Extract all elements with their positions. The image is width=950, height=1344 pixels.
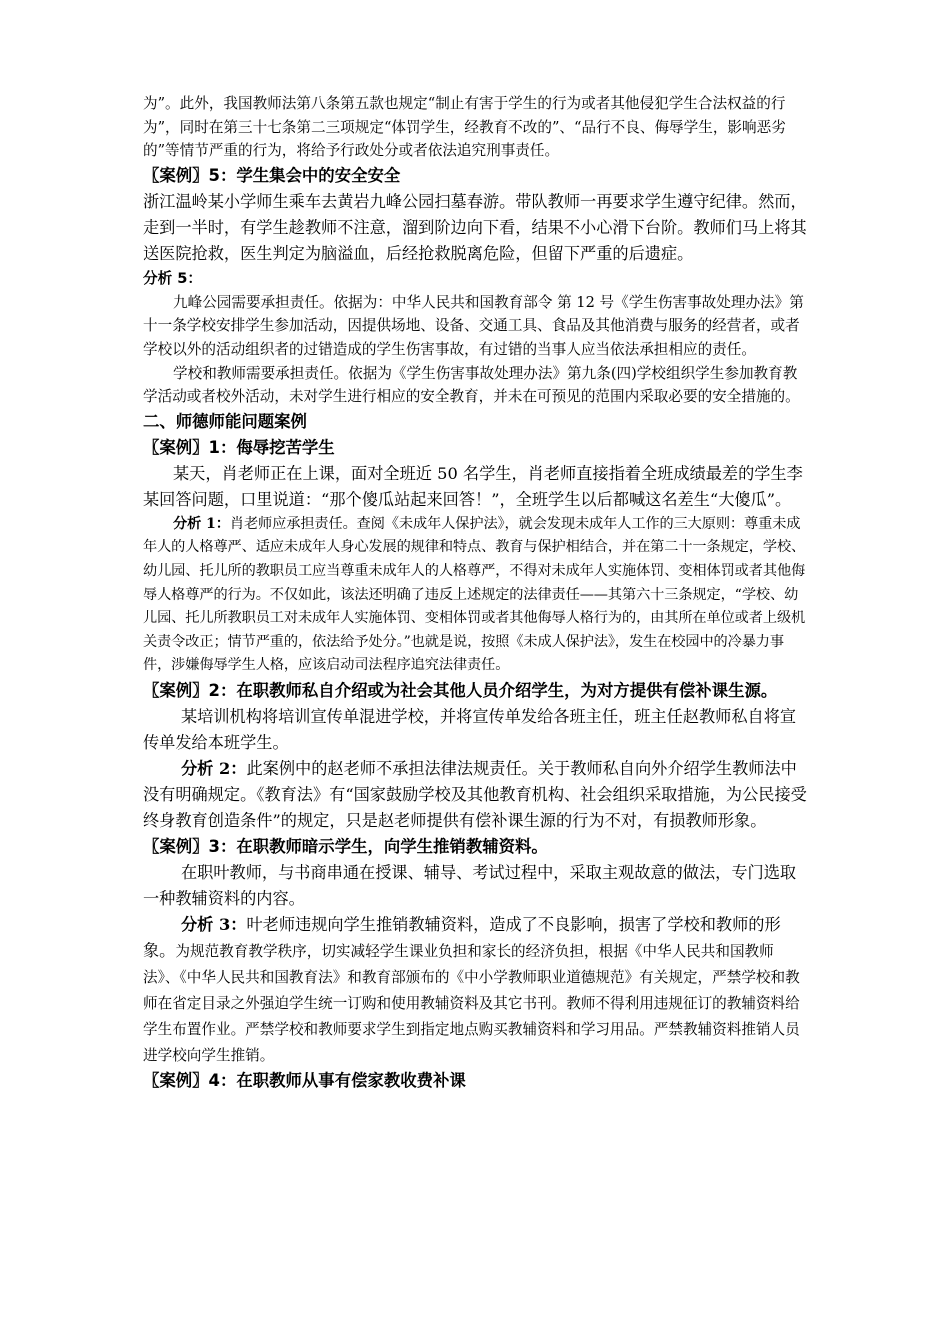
case4-heading: 〖案例〗4：在职教师从事有偿家教收费补课 [143, 1070, 466, 1090]
case5-heading: 〖案例〗5：学生集会中的安全安全 [143, 165, 401, 185]
case1-body: 某天，肖老师正在上课，面对全班近 50 名学生，肖老师直接指着全班成绩最差的学生李某回答问题，口里说道：“那个傻瓜站起来回答！”，全班学生以后都喊这名差生“大傻瓜”。 [143, 463, 803, 509]
section2-heading: 二、师德师能问题案例 [143, 411, 307, 431]
analysis3-text-1: 叶老师违规向学生推销教辅资料，造成了不良影响，损害了学校和教师的形象。 [143, 914, 781, 960]
case3-heading: 〖案例〗3：在职教师暗示学生，向学生推销教辅资料。 [143, 836, 548, 856]
document-page [143, 92, 808, 1094]
case3-body: 在职叶教师，与书商串通在授课、辅导、考试过程中，采取主观故意的做法，专门选取一种教辅资料的内容。 [143, 862, 797, 908]
analysis5-paragraph-2: 学校和教师需要承担责任。依据为《学生伤害事故处理办法》第九条(四)学校组织学生参加教育教学活动或者校外活动，未对学生进行相应的安全教育，并未在可预见的范围内采取必要的安全措施的。 [143, 364, 800, 406]
analysis3-label: 分析 3： [181, 914, 247, 934]
analysis1-text: 肖老师应承担责任。查阅《未成年人保护法》，就会发现未成年人工作的三大原则：尊重未成年人的人格尊严、适应未成年人身心发展的规律和特点、教育与保护相结合，并在第二十一条规定，学校、幼儿园、托儿所的教职员工应当尊重未成年人的人格尊严，不得对未成年人实施体罚、变相体罚或者其他侮辱人格尊严的行为。不仅如此，该法还明确了违反上述规定的法律责任——其第六十三条规定，“学校、幼儿园、托儿所教职员工对未成年人实施体罚、变相体罚或者其他侮辱人格行为的，由其所在单位或者上级机关责令改正；情节严重的，依法给予处分。”也就是说，按照《未成人保护法》，发生在校园中的冷暴力事件，涉嫌侮辱学生人格，应该启动司法程序追究法律责任。 [143, 515, 806, 674]
analysis2-label: 分析 2： [181, 758, 247, 778]
analysis5-heading: 分析 5： [143, 269, 203, 287]
analysis3-paragraph [143, 912, 808, 1068]
case2-body: 某培训机构将培训宣传单混进学校，并将宣传单发给各班主任，班主任赵教师私自将宣传单发给本班学生。 [143, 706, 797, 752]
analysis5-paragraph-1: 九峰公园需要承担责任。依据为：中华人民共和国教育部令 第 12 号《学生伤害事故处理办法》第十一条学校安排学生参加活动，因提供场地、设备、交通工具、食品及其他消费与服务的经营者，或者学校以外的活动组织者的过错造成的学生伤害事故，有过错的当事人应当依法承担相应的责任。 [143, 293, 804, 358]
intro-paragraph: 为”。此外，我国教师法第八条第五款也规定“制止有害于学生的行为或者其他侵犯学生合法权益的行为”，同时在第三十七条第二三项规定“体罚学生，经教育不改的”、“品行不良、侮辱学生，影响恶劣的”等情节严重的行为，将给予行政处分或者依法追究刑事责任。 [143, 95, 786, 160]
analysis3-text-2: 为规范教育教学秩序，切实减轻学生课业负担和家长的经济负担，根据《中华人民共和国教师法》、《中华人民共和国教育法》和教育部颁布的《中小学教师职业道德规范》有关规定，严禁学校和教师在省定目录之外强迫学生统一订购和使用教辅资料及其它书刊。教师不得利用违规征订的教辅资料给学生布置作业。严禁学校和教师要求学生到指定地点购买教辅资料和学习用品。严禁教辅资料推销人员进学校向学生推销。 [143, 942, 800, 1064]
case5-body: 浙江温岭某小学师生乘车去黄岩九峰公园扫墓春游。带队教师一再要求学生遵守纪律。然而，走到一半时，有学生趁教师不注意，溜到阶边向下看，结果不小心滑下台阶。教师们马上将其送医院抢救，医生判定为脑溢血，后经抢救脱离危险，但留下严重的后遗症。 [143, 191, 807, 263]
case2-heading: 〖案例〗2：在职教师私自介绍或为社会其他人员介绍学生，为对方提供有偿补课生源。 [143, 680, 778, 700]
analysis1-label: 分析 1： [173, 515, 230, 532]
analysis2-text: 此案例中的赵老师不承担法律法规责任。关于教师私自向外介绍学生教师法中没有明确规定。《教育法》有“国家鼓励学校及其他教育机构、社会组织采取措施，为公民接受终身教育创造条件”的规定，只是赵老师提供有偿补课生源的行为不对，有损教师形象。 [143, 758, 807, 830]
analysis1-paragraph [143, 513, 808, 678]
case1-heading: 〖案例〗1：侮辱挖苦学生 [143, 437, 335, 457]
analysis2-paragraph [143, 756, 808, 834]
